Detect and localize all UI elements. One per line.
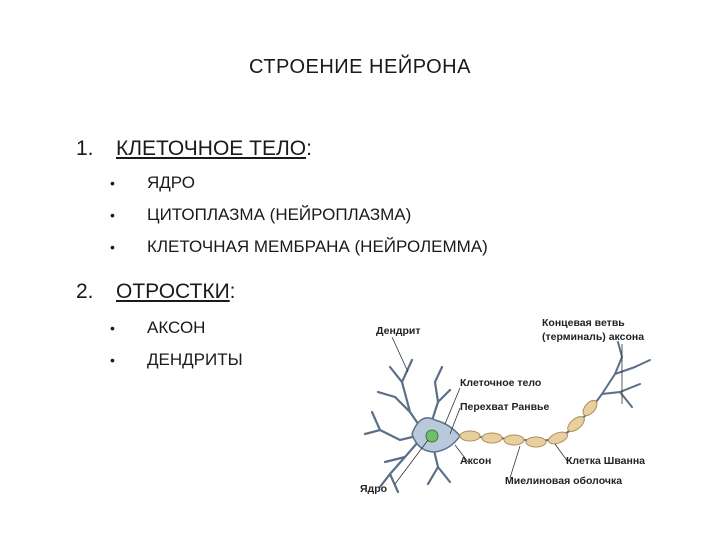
section-number: 2. — [76, 280, 94, 303]
label-cell-body: Клеточное тело — [460, 377, 542, 389]
list-item-text: ЯДРО — [147, 173, 195, 192]
bullet-icon: • — [110, 207, 115, 223]
label-dendrite: Дендрит — [376, 325, 421, 337]
bullet-icon: • — [110, 239, 115, 255]
label-schwann: Клетка Шванна — [566, 455, 646, 467]
list-item-text: АКСОН — [147, 318, 206, 337]
list-item-text: ЦИТОПЛАЗМА (НЕЙРОПЛАЗМА) — [147, 205, 412, 224]
section-colon: : — [306, 137, 312, 160]
section-heading: КЛЕТОЧНОЕ ТЕЛО — [116, 137, 307, 160]
neuron-diagram — [350, 312, 690, 512]
slide-title: СТРОЕНИЕ НЕЙРОНА — [249, 56, 471, 78]
label-nucleus: Ядро — [360, 483, 388, 495]
section-colon: : — [229, 280, 236, 303]
list-item — [110, 173, 195, 193]
list-item-text: ДЕНДРИТЫ — [147, 350, 243, 369]
label-terminal-1: Концевая ветвь — [542, 317, 625, 329]
bullet-icon: • — [110, 352, 115, 368]
bullet-icon: • — [110, 175, 115, 191]
list-item — [110, 205, 411, 225]
section-cell-body — [76, 137, 312, 161]
list-item — [110, 237, 488, 257]
list-item — [110, 350, 243, 370]
list-item — [110, 318, 205, 338]
section-number: 1. — [76, 137, 94, 160]
label-terminal-2: (терминаль) аксона — [542, 331, 645, 343]
bullet-icon: • — [110, 320, 115, 336]
label-ranvier: Перехват Ранвье — [460, 401, 550, 413]
list-item-text: КЛЕТОЧНАЯ МЕМБРАНА (НЕЙРОЛЕММА) — [147, 237, 488, 256]
section-heading: ОТРОСТКИ — [116, 280, 230, 303]
axon-terminals — [602, 342, 650, 407]
label-myelin: Миелиновая оболочка — [505, 475, 623, 487]
label-axon: Аксон — [460, 455, 492, 467]
section-processes — [76, 280, 236, 304]
